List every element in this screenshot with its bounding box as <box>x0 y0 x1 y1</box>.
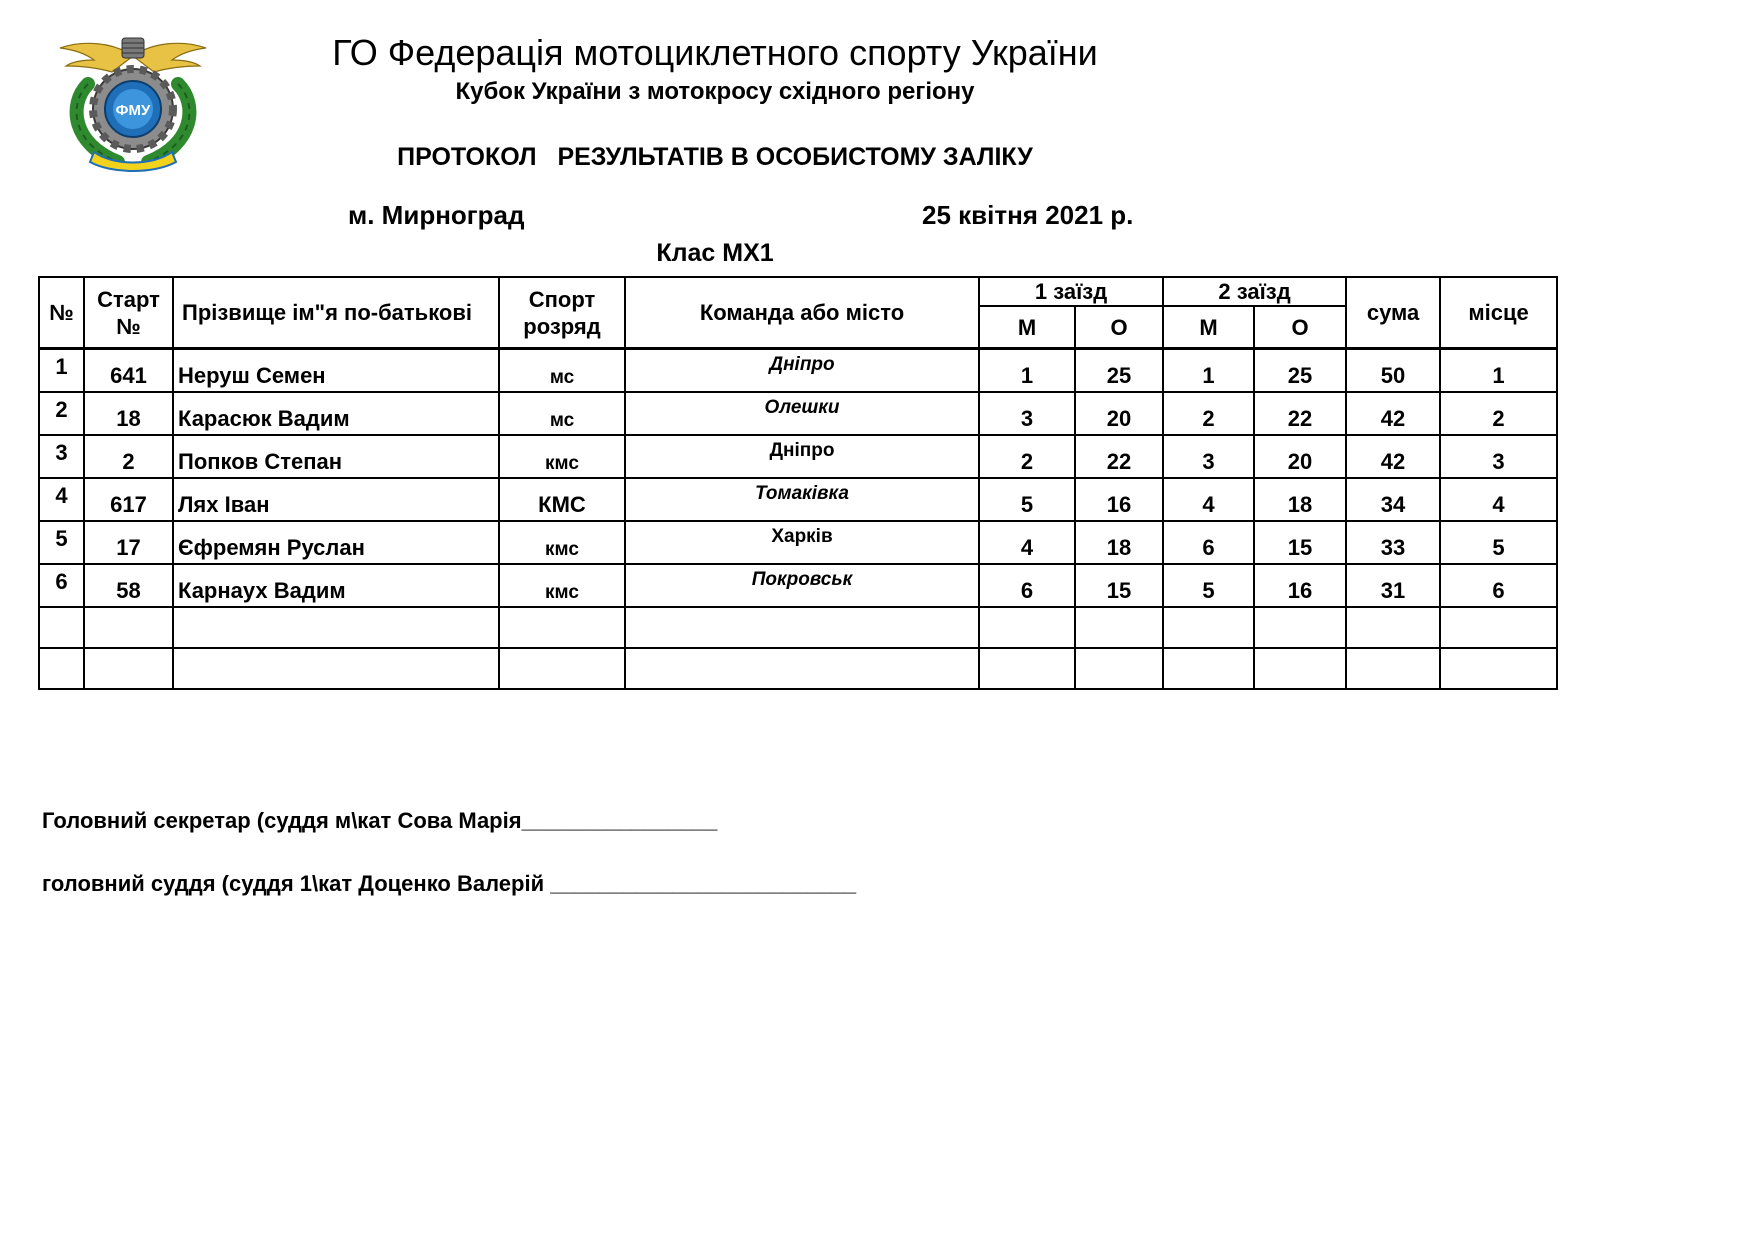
cell-start: 617 <box>84 478 173 521</box>
cell-rank: мс <box>499 392 625 435</box>
cell-name: Карасюк Вадим <box>173 392 499 435</box>
col-header-start-line1: Старт <box>97 286 160 312</box>
cell-num: 3 <box>39 435 84 478</box>
cell-name: Єфремян Руслан <box>173 521 499 564</box>
col-header-sum: сума <box>1346 277 1440 349</box>
cell-race2-o: 18 <box>1254 478 1346 521</box>
col-header-rank-line2: розряд <box>523 313 601 339</box>
cell-race1-o: 25 <box>1075 349 1163 393</box>
cell-race2-o: 25 <box>1254 349 1346 393</box>
event-city: м. Мирноград <box>348 200 525 230</box>
cell-race1-m: 6 <box>979 564 1075 607</box>
cell-place: 6 <box>1440 564 1557 607</box>
cell-sum: 34 <box>1346 478 1440 521</box>
cell-rank: кмс <box>499 521 625 564</box>
cup-title: Кубок України з мотокросу східного регіону <box>455 78 975 105</box>
cell-race1-o: 20 <box>1075 392 1163 435</box>
cell-race1-o: 18 <box>1075 521 1163 564</box>
cell-num: 6 <box>39 564 84 607</box>
cell-race2-m: 5 <box>1163 564 1254 607</box>
cell-race2-m: 2 <box>1163 392 1254 435</box>
cell-race1-o: 22 <box>1075 435 1163 478</box>
cell-rank: кмс <box>499 564 625 607</box>
cell-race2-o: 15 <box>1254 521 1346 564</box>
cell-sum: 42 <box>1346 435 1440 478</box>
cell-team: Покровськ <box>625 564 979 607</box>
cell-team: Олешки <box>625 392 979 435</box>
table-row <box>39 392 1557 435</box>
cell-start: 58 <box>84 564 173 607</box>
cell-num: 4 <box>39 478 84 521</box>
col-header-race2: 2 заїзд <box>1163 277 1346 306</box>
cell-start: 17 <box>84 521 173 564</box>
col-header-name: Прізвище ім"я по-батькові <box>173 277 499 349</box>
event-date: 25 квітня 2021 р. <box>922 200 1134 230</box>
cell-race1-m: 1 <box>979 349 1075 393</box>
cell-name: Карнаух Вадим <box>173 564 499 607</box>
cell-race2-m: 1 <box>1163 349 1254 393</box>
class-title: Клас МХ1 <box>656 239 774 267</box>
cell-name: Неруш Семен <box>173 349 499 393</box>
col-header-place: місце <box>1440 277 1557 349</box>
cell-num: 5 <box>39 521 84 564</box>
cell-race2-m: 6 <box>1163 521 1254 564</box>
cell-race2-o: 22 <box>1254 392 1346 435</box>
col-header-race2-o: О <box>1254 306 1346 349</box>
cell-race2-m: 4 <box>1163 478 1254 521</box>
table-row <box>39 435 1557 478</box>
cell-team: Харків <box>625 521 979 564</box>
logo-letters: ФМУ <box>115 102 151 119</box>
empty-table-row <box>39 607 1557 648</box>
cell-race2-m: 3 <box>1163 435 1254 478</box>
cell-race1-o: 16 <box>1075 478 1163 521</box>
cell-race2-o: 20 <box>1254 435 1346 478</box>
col-header-race1-m: М <box>979 306 1075 349</box>
table-row <box>39 349 1557 393</box>
cell-start: 2 <box>84 435 173 478</box>
cell-start: 18 <box>84 392 173 435</box>
col-header-race1-o: О <box>1075 306 1163 349</box>
protocol-title: ПРОТОКОЛ РЕЗУЛЬТАТІВ В ОСОБИСТОМУ ЗАЛІКУ <box>397 143 1033 171</box>
col-header-start <box>84 277 173 349</box>
table-header <box>39 277 1557 349</box>
table-row <box>39 564 1557 607</box>
col-header-race1: 1 заїзд <box>979 277 1163 306</box>
cell-team: Дніпро <box>625 349 979 393</box>
cell-race1-m: 4 <box>979 521 1075 564</box>
cell-sum: 42 <box>1346 392 1440 435</box>
cell-race1-m: 2 <box>979 435 1075 478</box>
cell-num: 2 <box>39 392 84 435</box>
cell-place: 1 <box>1440 349 1557 393</box>
cell-team: Дніпро <box>625 435 979 478</box>
cell-sum: 31 <box>1346 564 1440 607</box>
table-row <box>39 478 1557 521</box>
table-row <box>39 521 1557 564</box>
cell-race1-m: 3 <box>979 392 1075 435</box>
cell-place: 2 <box>1440 392 1557 435</box>
cell-race1-o: 15 <box>1075 564 1163 607</box>
col-header-rank <box>499 277 625 349</box>
federation-title: ГО Федерація мотоциклетного спорту України <box>332 32 1098 73</box>
cell-start: 641 <box>84 349 173 393</box>
cell-place: 3 <box>1440 435 1557 478</box>
cell-place: 5 <box>1440 521 1557 564</box>
chief-judge-signature-line: головний суддя (суддя 1\кат Доценко Валерій _________________________ <box>42 871 857 896</box>
col-header-start-line2: № <box>116 313 141 339</box>
col-header-team: Команда або місто <box>625 277 979 349</box>
chief-secretary-signature-line: Головний секретар (суддя м\кат Сова Марія________________ <box>42 808 718 833</box>
cell-team: Томаківка <box>625 478 979 521</box>
col-header-race2-m: М <box>1163 306 1254 349</box>
cell-race1-m: 5 <box>979 478 1075 521</box>
table-body <box>39 349 1557 690</box>
empty-table-row <box>39 648 1557 689</box>
results-table <box>38 276 1558 690</box>
cell-rank: КМС <box>499 478 625 521</box>
cell-sum: 33 <box>1346 521 1440 564</box>
cell-race2-o: 16 <box>1254 564 1346 607</box>
cell-rank: мс <box>499 349 625 393</box>
col-header-num: № <box>39 277 84 349</box>
cell-place: 4 <box>1440 478 1557 521</box>
cell-name: Лях Іван <box>173 478 499 521</box>
cell-num: 1 <box>39 349 84 393</box>
cell-sum: 50 <box>1346 349 1440 393</box>
cell-rank: кмс <box>499 435 625 478</box>
cell-name: Попков Степан <box>173 435 499 478</box>
col-header-rank-line1: Спорт <box>528 286 596 312</box>
